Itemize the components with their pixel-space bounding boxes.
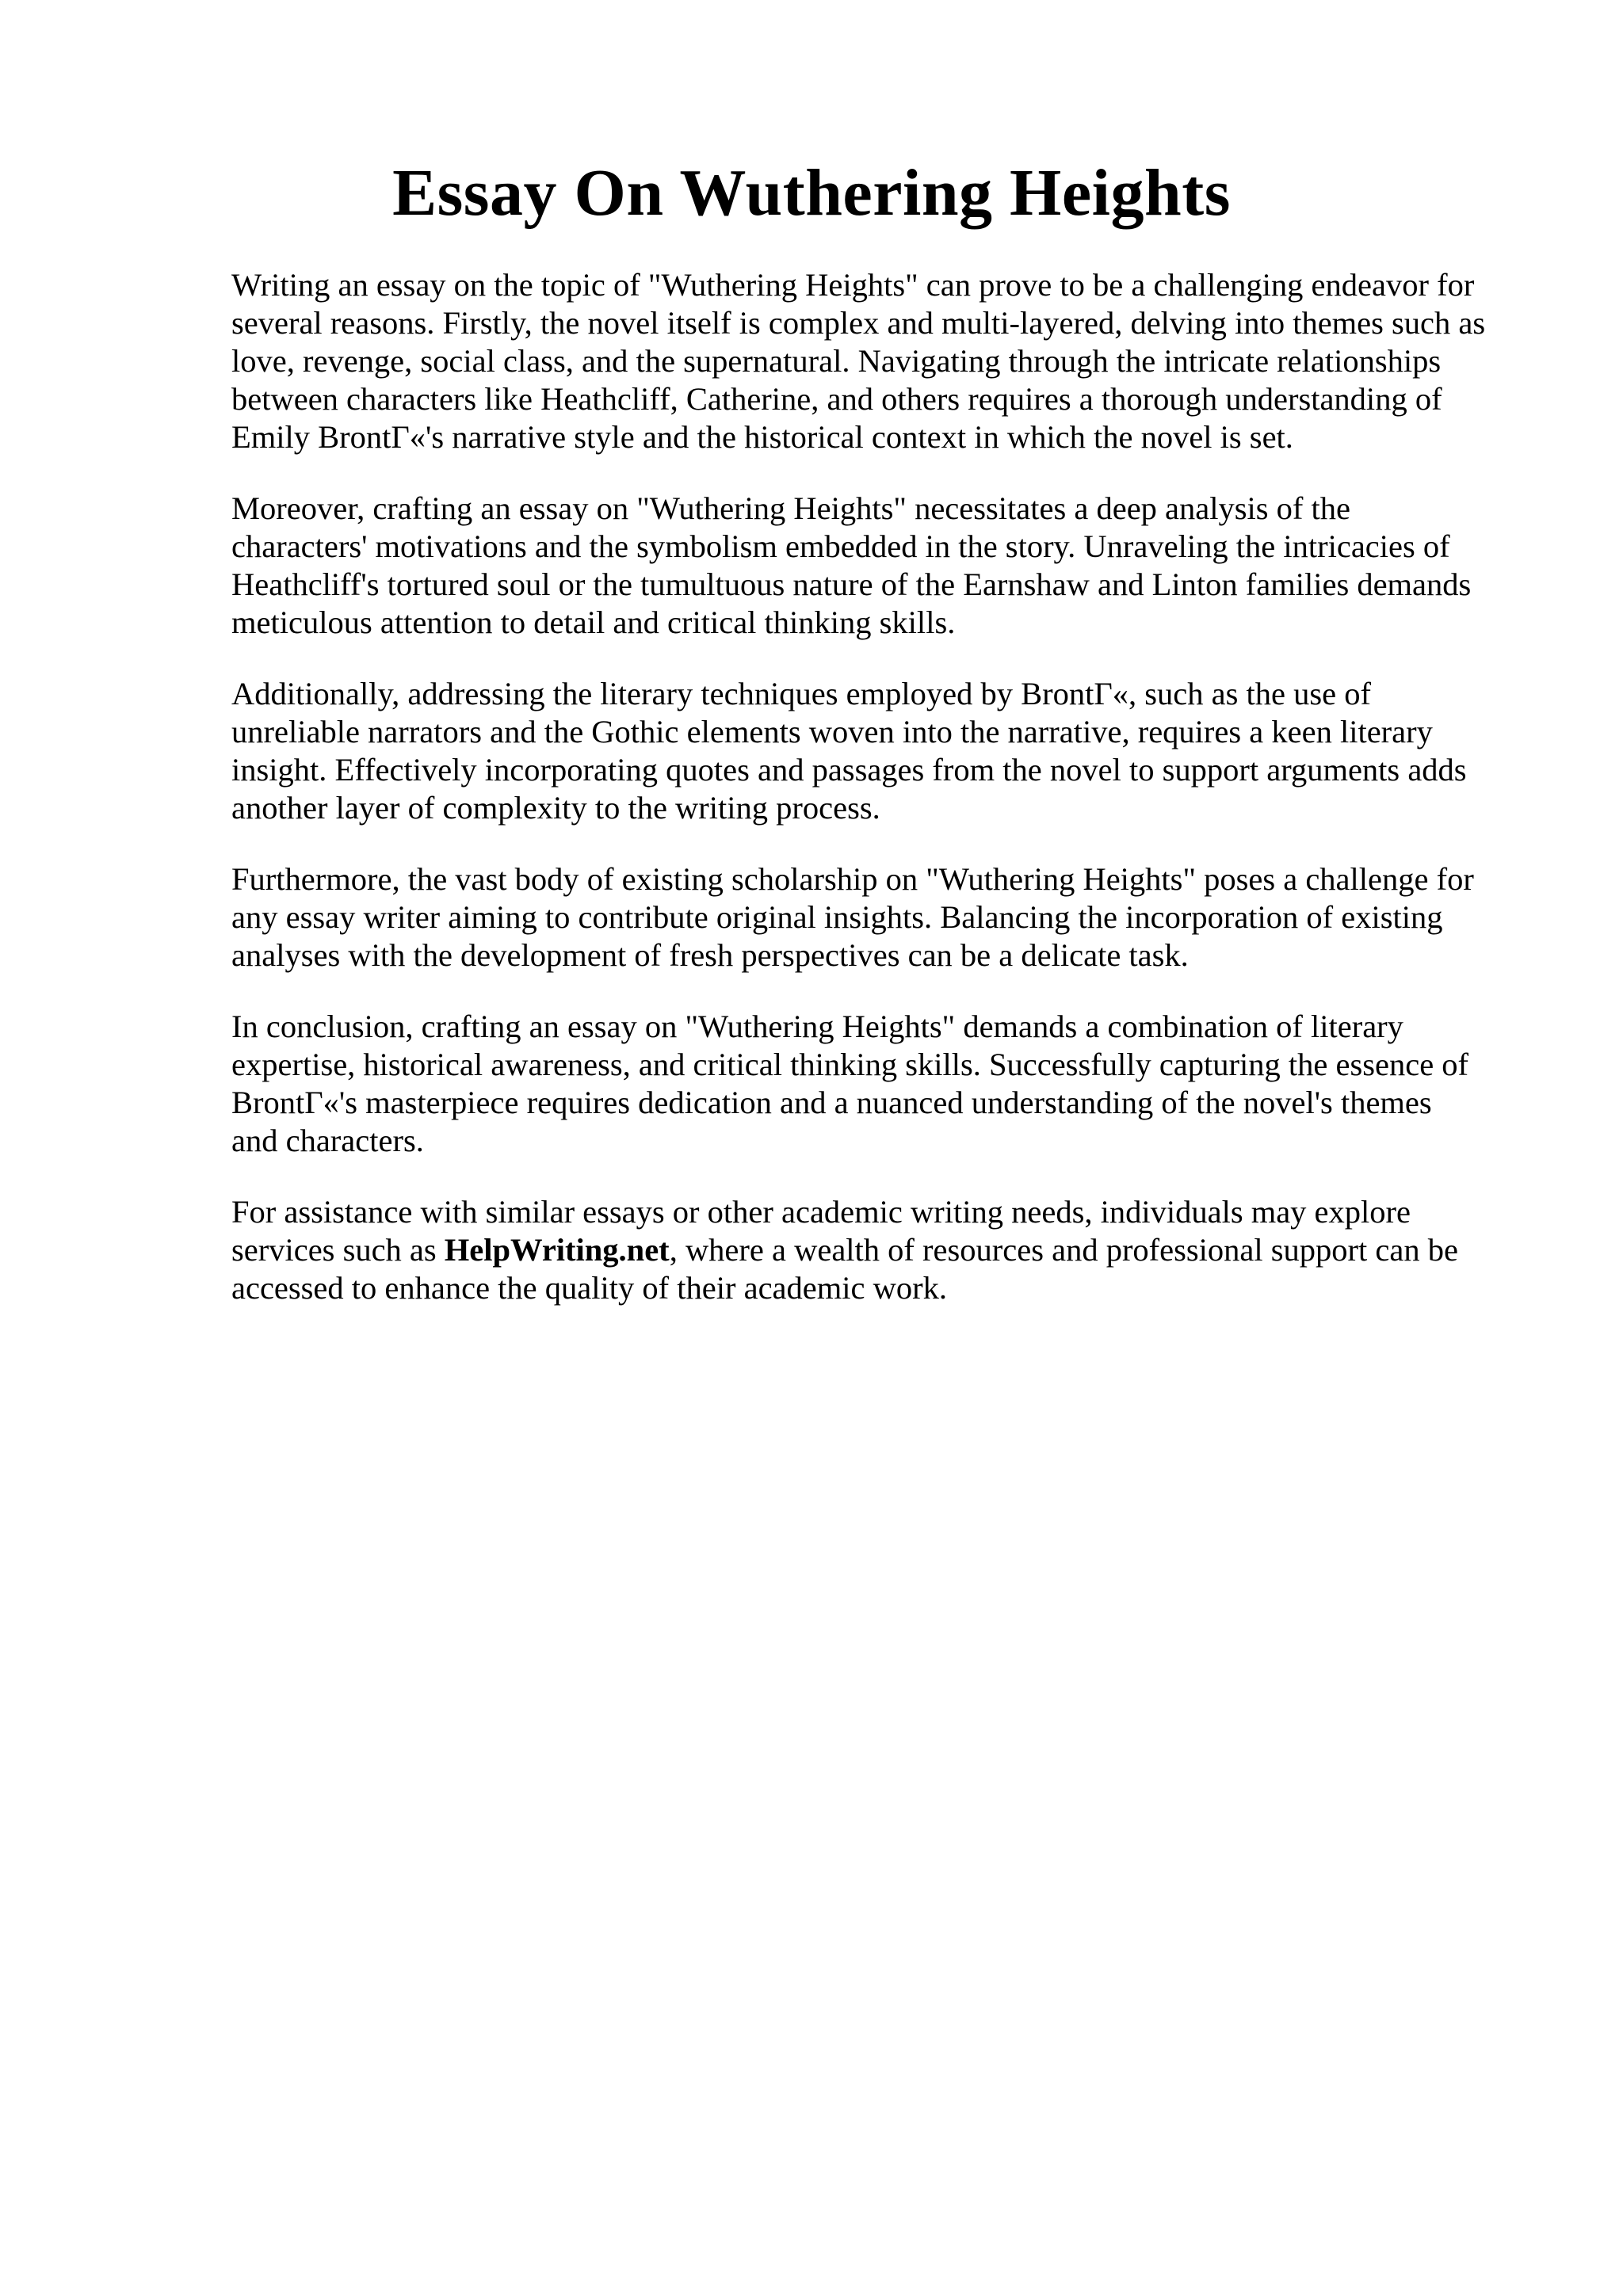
paragraph-1 (231, 266, 1531, 456)
text-line: BrontΓ«'s masterpiece requires dedication and a nuanced understanding of the novel's themes (231, 1085, 1432, 1120)
paragraph-2 (231, 490, 1531, 642)
text-line: expertise, historical awareness, and critical thinking skills. Successfully capturing the essence of (231, 1047, 1469, 1082)
paragraph-4 (231, 860, 1531, 974)
text-line (231, 1231, 1531, 1269)
closing-text-after-link: , where a wealth of resources and professional support can be (669, 1232, 1458, 1268)
text-line: Furthermore, the vast body of existing scholarship on "Wuthering Heights" poses a challenge for (231, 861, 1474, 897)
text-line: meticulous attention to detail and critical thinking skills. (231, 605, 956, 640)
text-line: several reasons. Firstly, the novel itself is complex and multi-layered, delving into themes such as (231, 305, 1486, 341)
text-line: In conclusion, crafting an essay on "Wuthering Heights" demands a combination of literary (231, 1009, 1403, 1044)
text-line: Moreover, crafting an essay on "Wuthering Heights" necessitates a deep analysis of the (231, 490, 1350, 526)
text-line: love, revenge, social class, and the supernatural. Navigating through the intricate relationships (231, 343, 1442, 379)
helpwriting-link[interactable]: HelpWriting.net (444, 1232, 670, 1268)
text-line: analyses with the development of fresh perspectives can be a delicate task. (231, 937, 1189, 973)
text-line: accessed to enhance the quality of their academic work. (231, 1270, 947, 1306)
text-line: characters' motivations and the symbolism embedded in the story. Unraveling the intricacies of (231, 528, 1450, 564)
text-line: any essay writer aiming to contribute original insights. Balancing the incorporation of existing (231, 899, 1443, 935)
text-line: another layer of complexity to the writing process. (231, 790, 880, 826)
text-line: Writing an essay on the topic of "Wuthering Heights" can prove to be a challenging endeavor for (231, 267, 1475, 303)
text-line: For assistance with similar essays or other academic writing needs, individuals may explore (231, 1194, 1411, 1230)
paragraph-5 (231, 1008, 1531, 1160)
closing-text-before-link: services such as (231, 1232, 445, 1268)
text-line: insight. Effectively incorporating quotes and passages from the novel to support arguments adds (231, 752, 1467, 788)
text-line: and characters. (231, 1123, 424, 1158)
text-line: unreliable narrators and the Gothic elements woven into the narrative, requires a keen literary (231, 714, 1433, 749)
text-line: between characters like Heathcliff, Catherine, and others requires a thorough understanding of (231, 381, 1442, 417)
text-line: Emily BrontΓ«'s narrative style and the historical context in which the novel is set. (231, 419, 1293, 455)
essay-body (231, 266, 1531, 1341)
closing-paragraph (231, 1193, 1531, 1307)
text-line: Additionally, addressing the literary techniques employed by BrontΓ«, such as the use of (231, 676, 1371, 711)
paragraph-3 (231, 675, 1531, 827)
page-title: Essay On Wuthering Heights (392, 156, 1231, 230)
text-line: Heathcliff's tortured soul or the tumultuous nature of the Earnshaw and Linton families demands (231, 566, 1472, 602)
